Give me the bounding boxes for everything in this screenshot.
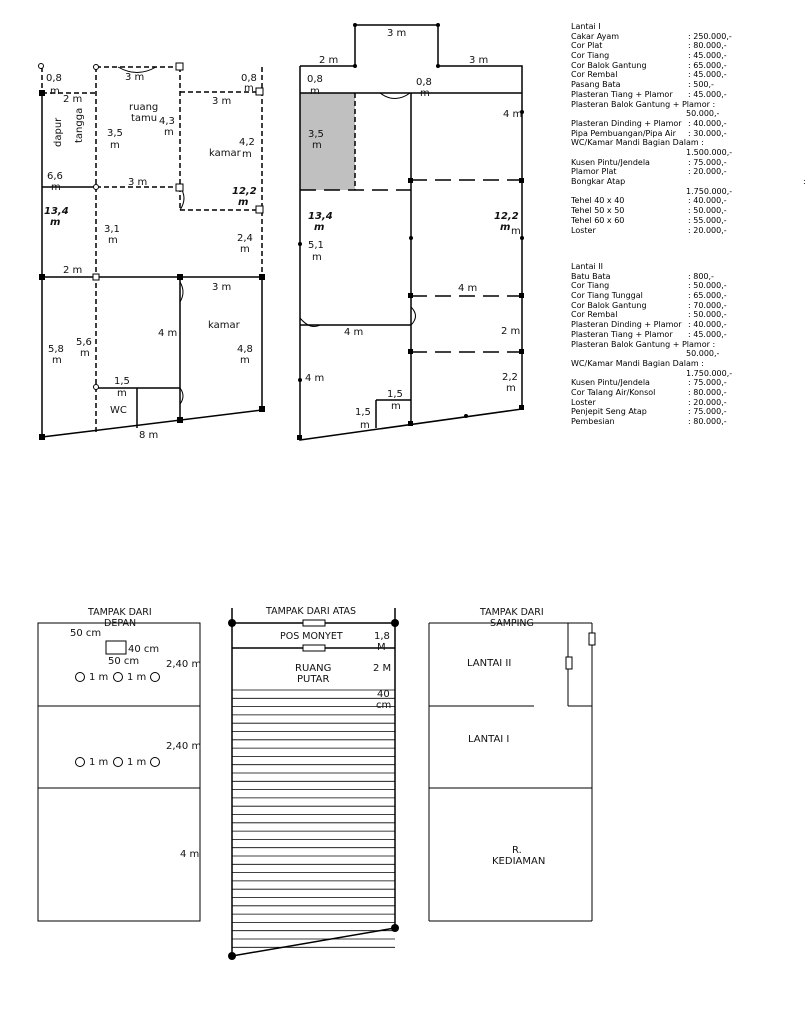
plan2-w2: 2 m bbox=[319, 55, 339, 66]
cost-item-value: 1.750.000,- bbox=[686, 368, 733, 378]
top-h18: 1,8 bbox=[374, 631, 390, 642]
plan2-h4b: 4 m bbox=[305, 373, 325, 384]
cost-item bbox=[571, 90, 761, 100]
cost-item-value: : 20.000,- bbox=[688, 225, 727, 235]
cost-item-name: Cor Tiang Tunggal bbox=[571, 291, 643, 301]
plan1-h35: 3,5 bbox=[107, 128, 123, 139]
plan1-h66: 6,6 bbox=[47, 171, 63, 182]
top-putar: PUTAR bbox=[297, 674, 330, 685]
plan1-w08b: 0,8 bbox=[241, 73, 257, 84]
plan1-m08b: m bbox=[244, 83, 254, 94]
cost-item-name: Cakar Ayam bbox=[571, 31, 620, 41]
front-h240a: 2,40 m bbox=[166, 659, 202, 670]
cost-item bbox=[571, 272, 761, 282]
cost-item-name: Batu Bata bbox=[571, 271, 611, 281]
plan1-m58: m bbox=[52, 355, 62, 366]
plan2-w15b: 1,5 bbox=[355, 407, 371, 418]
plan1-h122: 12,2 bbox=[232, 186, 257, 197]
plan1-m122: m bbox=[238, 197, 249, 208]
cost-item-value: 50.000,- bbox=[686, 349, 720, 359]
cost-item-value: 1.500.000,- bbox=[686, 147, 733, 157]
plan1-w2b: 2 m bbox=[63, 265, 83, 276]
cost-item-name: Cor Plat bbox=[571, 41, 603, 51]
side-view bbox=[429, 607, 595, 921]
cost-item-name: Cor Balok Gantung bbox=[571, 60, 647, 70]
cost-item-value: : 50.000,- bbox=[688, 310, 727, 320]
top-h2: 2 M bbox=[373, 663, 392, 674]
cost-item-value: : 65.000,- bbox=[688, 291, 727, 301]
plan1-m08a: m bbox=[50, 86, 60, 97]
top-ruang: RUANG bbox=[295, 663, 332, 674]
cost-item-name: WC/Kamar Mandi Bagian Dalam : bbox=[571, 138, 704, 148]
cost-item bbox=[571, 196, 761, 206]
cost-item-value: : 40.000,- bbox=[688, 118, 727, 128]
plan2-w3top: 3 m bbox=[387, 28, 407, 39]
top-pos: POS MONYET bbox=[280, 631, 343, 642]
cost-item bbox=[571, 291, 761, 301]
plan1-w3b: 3 m bbox=[212, 96, 232, 107]
cost-item-name: Pipa Pembuangan/Pipa Air bbox=[571, 128, 676, 138]
top-cm: cm bbox=[376, 700, 392, 711]
cost-item-value: : 45.000,- bbox=[688, 329, 727, 339]
cost-item bbox=[571, 206, 761, 216]
plan1-h43: 4,3 bbox=[159, 116, 175, 127]
plan2-w4a: 4 m bbox=[344, 327, 364, 338]
plan1-m134: m bbox=[50, 217, 61, 228]
side-title-2: SAMPING bbox=[490, 618, 534, 629]
cost-item bbox=[571, 378, 761, 388]
front-s1a: 1 m bbox=[89, 672, 109, 683]
plan1-w2a: 2 m bbox=[63, 94, 83, 105]
cost-item bbox=[571, 398, 761, 408]
front-h4: 4 m bbox=[180, 849, 200, 860]
cost-item bbox=[571, 226, 761, 236]
side-r: R. bbox=[512, 845, 522, 856]
cost-item-note: 1.750.000,- bbox=[686, 186, 733, 196]
cost-item bbox=[571, 119, 761, 129]
cost-item-value: : 75.000,- bbox=[688, 157, 727, 167]
plan1-h4: 4 m bbox=[158, 328, 178, 339]
front-title-2: DEPAN bbox=[104, 618, 137, 629]
cost-list-lantai-1 bbox=[571, 22, 806, 235]
top-title: TAMPAK DARI ATAS bbox=[266, 606, 357, 617]
cost-item-name: Pembesian bbox=[571, 417, 615, 427]
plan1-kamar2: kamar bbox=[208, 320, 240, 331]
cost-item bbox=[571, 359, 761, 378]
plan2-m08b: m bbox=[420, 88, 430, 99]
plan2-h22: 2,2 bbox=[502, 372, 518, 383]
cost-list-2-title: Lantai II bbox=[571, 262, 603, 271]
cost-item bbox=[571, 407, 761, 417]
plan2-h2: 2 m bbox=[501, 326, 521, 337]
plan2-h134: 13,4 bbox=[308, 211, 333, 222]
cost-item-value: : 30.000,- bbox=[688, 128, 727, 138]
cost-item-value: : 20.000,- bbox=[688, 167, 727, 177]
front-h240b: 2,40 m bbox=[166, 741, 202, 752]
plan1-dapur: dapur bbox=[53, 117, 64, 147]
plan2-m122: m bbox=[500, 222, 511, 233]
cost-item bbox=[571, 177, 806, 196]
cost-item-name: Pasang Bata bbox=[571, 80, 621, 90]
side-kediaman: KEDIAMAN bbox=[492, 856, 546, 867]
top-view bbox=[228, 606, 399, 960]
cost-item-name: Plasteran Tiang + Plamor bbox=[571, 329, 673, 339]
cost-item-name: Kusen Pintu/Jendela bbox=[571, 378, 650, 388]
plan2-m22: m bbox=[506, 383, 516, 394]
cost-item bbox=[571, 80, 761, 90]
cost-item-name: Tehel 40 x 40 bbox=[571, 196, 625, 206]
plan2-w08b: 0,8 bbox=[416, 77, 432, 88]
side-l1: LANTAI I bbox=[468, 734, 510, 745]
cost-item-name: Plamor Plat bbox=[571, 167, 617, 177]
plan1-w08a: 0,8 bbox=[46, 73, 62, 84]
cost-item bbox=[571, 281, 761, 291]
front-d50a: 50 cm bbox=[70, 628, 102, 639]
plan1-m42: m bbox=[242, 149, 252, 160]
plan1-h31: 3,1 bbox=[104, 224, 120, 235]
stair-lines bbox=[232, 690, 395, 947]
cost-item-value: : 80.000,- bbox=[688, 388, 727, 397]
cost-item-value: : 40.000,- bbox=[688, 196, 727, 206]
front-d40: 40 cm bbox=[128, 644, 160, 655]
cost-item-name: Tehel 50 x 50 bbox=[571, 206, 625, 216]
front-s1c: 1 m bbox=[89, 757, 109, 768]
plan1-h48: 4,8 bbox=[237, 344, 253, 355]
plan1-h58: 5,8 bbox=[48, 344, 64, 355]
plan1-kamar1: kamar bbox=[209, 148, 241, 159]
cost-item bbox=[571, 167, 761, 177]
plan2-m15b: m bbox=[360, 420, 370, 431]
cost-item-value: : 40.000,- bbox=[688, 320, 727, 330]
cost-item-value: : 20.000,- bbox=[688, 397, 727, 407]
plan2-m51: m bbox=[312, 252, 322, 263]
cost-item bbox=[571, 216, 761, 226]
cost-item bbox=[571, 340, 761, 359]
plan1-h24: 2,4 bbox=[237, 233, 253, 244]
plan2-h35: 3,5 bbox=[308, 129, 324, 140]
plan1-w3d: 3 m bbox=[212, 282, 232, 293]
plan1-m56: m bbox=[80, 348, 90, 359]
plan1-m24: m bbox=[240, 244, 250, 255]
cost-item-value: : bbox=[803, 177, 806, 187]
top-d40: 40 bbox=[377, 689, 390, 700]
cost-item-value: : 500,- bbox=[688, 80, 714, 90]
cost-item bbox=[571, 138, 761, 157]
front-s1b: 1 m bbox=[127, 672, 147, 683]
cost-item-value: : 65.000,- bbox=[688, 60, 727, 70]
cost-item-name: Cor Tiang bbox=[571, 281, 610, 291]
plan1-wc: WC bbox=[110, 405, 127, 416]
plan1-m66: m bbox=[51, 182, 61, 193]
front-view bbox=[38, 607, 201, 921]
plan1-m31: m bbox=[108, 235, 118, 246]
cost-item-value: : 70.000,- bbox=[688, 300, 727, 310]
cost-item-name: WC/Kamar Mandi Bagian Dalam : bbox=[571, 358, 704, 368]
front-d50b: 50 cm bbox=[108, 656, 140, 667]
side-title-1: TAMPAK DARI bbox=[480, 607, 544, 618]
plan2-h122: 12,2 bbox=[494, 211, 519, 222]
plan2-m35: m bbox=[312, 140, 322, 151]
plan2-m134: m bbox=[314, 222, 325, 233]
cost-item-value: : 80.000,- bbox=[688, 41, 727, 51]
cost-item-value: : 800,- bbox=[688, 271, 714, 281]
plan1-h42: 4,2 bbox=[239, 137, 255, 148]
cost-item bbox=[571, 32, 761, 42]
plan1-m35: m bbox=[110, 140, 120, 151]
cost-item bbox=[571, 417, 761, 427]
top-m18: M bbox=[377, 642, 386, 653]
cost-list-lantai-2 bbox=[571, 262, 761, 427]
cost-item-name: Cor Tiang bbox=[571, 51, 610, 61]
plan1-tamu: tamu bbox=[131, 113, 158, 124]
cost-item bbox=[571, 301, 761, 311]
plan1-w3c: 3 m bbox=[128, 177, 148, 188]
cost-item-value: : 250.000,- bbox=[688, 31, 732, 41]
cost-item bbox=[571, 330, 761, 340]
cost-item-name: Cor Talang Air/Konsol bbox=[571, 388, 656, 397]
plan1-h56: 5,6 bbox=[76, 337, 92, 348]
plan1-m48: m bbox=[240, 355, 250, 366]
plan2-h51: 5,1 bbox=[308, 240, 324, 251]
cost-item-value: : 50.000,- bbox=[688, 281, 727, 291]
plan2-h4a: 4 m bbox=[503, 109, 523, 120]
cost-item-name: Plasteran Dinding + Plamor bbox=[571, 118, 682, 128]
plan-2-labels bbox=[305, 28, 522, 431]
cost-list-1-title: Lantai I bbox=[571, 22, 601, 31]
plan1-m43: m bbox=[164, 127, 174, 138]
cost-item-value: : 55.000,- bbox=[688, 215, 727, 225]
cost-item-name: Loster bbox=[571, 225, 596, 235]
cost-item-name: Cor Rembal bbox=[571, 70, 618, 80]
plan1-ruang: ruang bbox=[129, 102, 159, 113]
cost-item bbox=[571, 61, 761, 71]
plan2-m122b: m bbox=[511, 226, 521, 237]
cost-item bbox=[571, 310, 761, 320]
floor-plan-2 bbox=[297, 23, 524, 440]
plan2-w4b: 4 m bbox=[458, 283, 478, 294]
cost-item bbox=[571, 41, 761, 51]
front-s1d: 1 m bbox=[127, 757, 147, 768]
cost-item bbox=[571, 129, 761, 139]
cost-item-name: Kusen Pintu/Jendela bbox=[571, 157, 650, 167]
cost-item bbox=[571, 388, 761, 398]
cost-item-value: 50.000,- bbox=[686, 109, 720, 119]
cost-item-name: Plasteran Dinding + Plamor bbox=[571, 320, 682, 330]
plan2-w08a: 0,8 bbox=[307, 74, 323, 85]
cost-item-name: Tehel 60 x 60 bbox=[571, 215, 625, 225]
front-title-1: TAMPAK DARI bbox=[88, 607, 152, 618]
plan2-w3r: 3 m bbox=[469, 55, 489, 66]
plan1-m15: m bbox=[117, 388, 127, 399]
cost-item-value: : 45.000,- bbox=[688, 89, 727, 99]
cost-item-name: Cor Balok Gantung bbox=[571, 300, 647, 310]
cost-item-value: : 50.000,- bbox=[688, 206, 727, 216]
plan2-m08a: m bbox=[310, 86, 320, 97]
plan1-w8: 8 m bbox=[139, 430, 159, 441]
cost-item-name: Penjepit Seng Atap bbox=[571, 407, 647, 417]
plan1-w3a: 3 m bbox=[125, 72, 145, 83]
plan1-w15: 1,5 bbox=[114, 376, 130, 387]
cost-item-name: Plasteran Tiang + Plamor bbox=[571, 89, 673, 99]
cost-item-value: : 75.000,- bbox=[688, 378, 727, 388]
cost-item bbox=[571, 51, 761, 61]
cost-item-value: : 45.000,- bbox=[688, 70, 727, 80]
plan2-m15a: m bbox=[391, 401, 401, 412]
side-l2: LANTAI II bbox=[467, 658, 512, 669]
cost-item-name: Bongkar Atap bbox=[571, 177, 626, 187]
plan1-h134: 13,4 bbox=[44, 206, 69, 217]
shaded-stair-area bbox=[300, 93, 355, 190]
plan1-tangga: tangga bbox=[74, 107, 85, 143]
plan-1-labels bbox=[44, 72, 257, 441]
cost-item-value: : 80.000,- bbox=[688, 417, 727, 427]
cost-item bbox=[571, 100, 761, 119]
cost-item-name: Cor Rembal bbox=[571, 310, 618, 320]
plan2-w15a: 1,5 bbox=[387, 389, 403, 400]
cost-item bbox=[571, 320, 761, 330]
cost-item-value: : 45.000,- bbox=[688, 51, 727, 61]
cost-item bbox=[571, 70, 761, 80]
cost-item-name: Loster bbox=[571, 397, 596, 407]
cost-item bbox=[571, 158, 761, 168]
cost-item-name: Plasteran Balok Gantung + Plamor : bbox=[571, 99, 716, 109]
cost-item-name: Plasteran Balok Gantung + Plamor : bbox=[571, 339, 716, 349]
cost-item-value: : 75.000,- bbox=[688, 407, 727, 417]
